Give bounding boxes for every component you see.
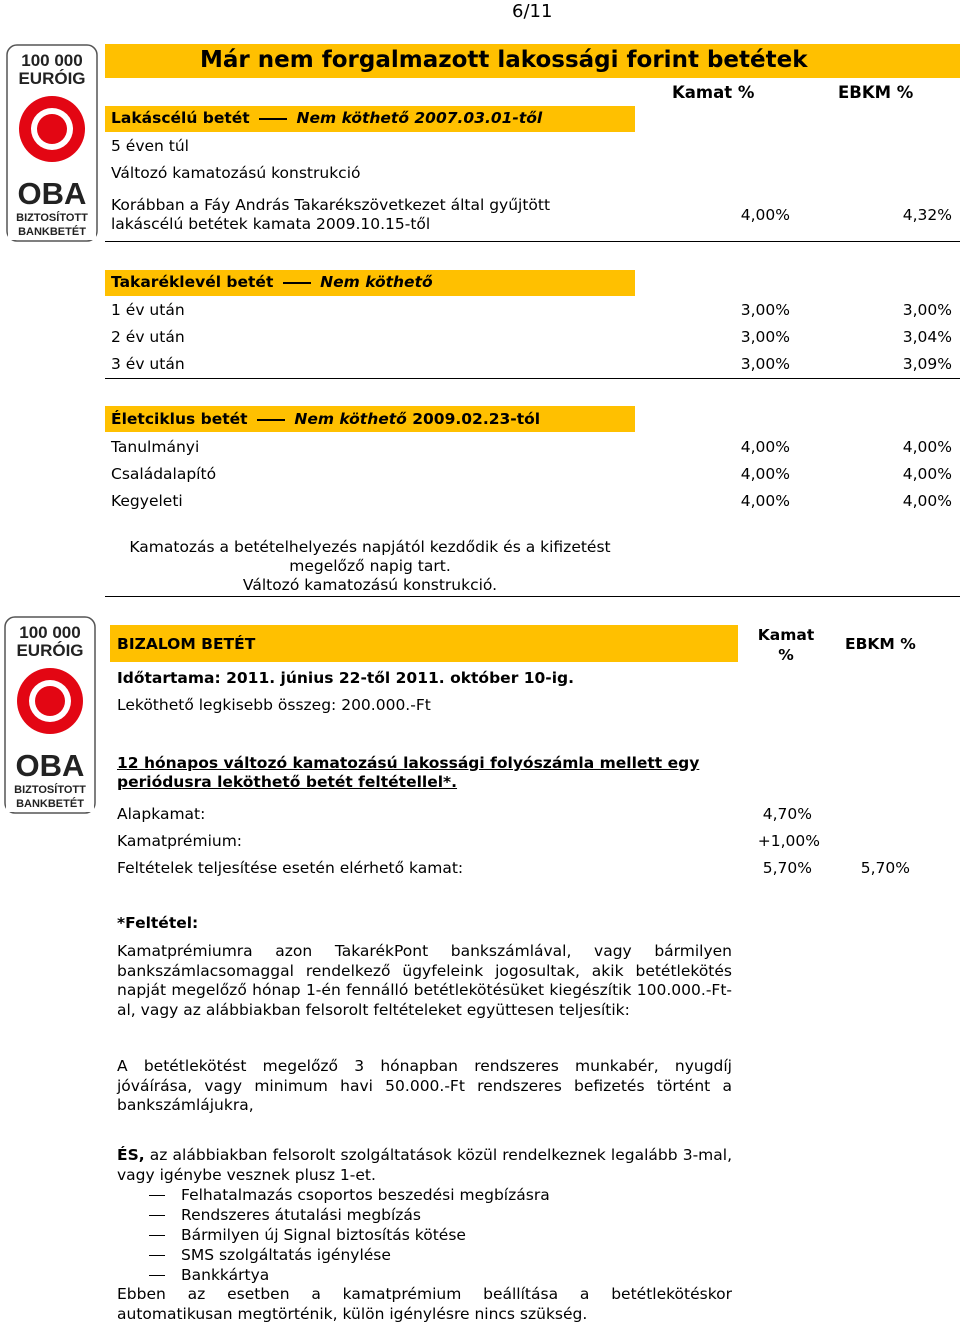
divider	[105, 596, 960, 597]
takareklevel-row-kamat: 3,00%	[740, 301, 790, 319]
takareklevel-row-ebkm: 3,09%	[902, 355, 952, 373]
alapkamat-value: 4,70%	[762, 805, 812, 823]
eletciklus-note	[105, 538, 635, 595]
bizalom-kamat-header	[740, 625, 832, 665]
eletciklus-row-ebkm: 4,00%	[902, 438, 952, 456]
lakascelu-heading-b: Nem köthető 2007.03.01-től	[296, 109, 543, 127]
logo-line5: BANKBETÉT	[18, 226, 86, 238]
eletciklus-heading-b: Nem köthető	[294, 410, 407, 428]
lakascelu-heading-a: Lakáscélú betét	[111, 109, 250, 127]
lakascelu-ebkm: 4,32%	[902, 206, 952, 224]
bizalom-condition-line2: periódusra leköthető betét feltétellel*.	[117, 773, 458, 791]
lakascelu-kamat: 4,00%	[740, 206, 790, 224]
takareklevel-row-label: 2 év után	[111, 328, 185, 346]
feltetel-para2: A betétlekötést megelőző 3 hónapban rendszeres munkabér, nyugdíj jóváírása, vagy minimum havi 50.000.-Ft rendszeres befizetés történt a bankszámlájukra,	[117, 1057, 732, 1115]
feltetel-para3-text: az alábbiakban felsorolt szolgáltatások közül rendelkeznek legalább 3-mal, vagy igénybe vesznek plusz 1-et.	[117, 1146, 732, 1184]
eletciklus-row-ebkm: 4,00%	[902, 465, 952, 483]
bizalom-kamat-header-line2: %	[778, 646, 794, 664]
logo-line3: OBA	[15, 748, 85, 783]
elerheto-kamat: 5,70%	[762, 859, 812, 877]
divider	[105, 241, 960, 242]
feltetel-para4: Ebben az esetben a kamatprémium beállítása a betétlekötéskor automatikusan megtörténik, külön igénylésre nincs szükség.	[117, 1285, 732, 1323]
kamat-header: Kamat %	[672, 83, 755, 102]
lakascelu-heading	[111, 109, 542, 127]
premium-label: Kamatprémium:	[117, 832, 243, 850]
elerheto-ebkm: 5,70%	[860, 859, 910, 877]
feltetel-para3	[117, 1146, 732, 1185]
eletciklus-note-line1: Kamatozás a betételhelyezés napjától kezdődik és a kifizetést	[129, 538, 611, 556]
logo-line4: BIZTOSÍTOTT	[14, 784, 86, 796]
logo-line1: 100 000	[21, 51, 83, 70]
bizalom-kamat-header-line1: Kamat	[757, 626, 815, 644]
takareklevel-heading	[111, 273, 433, 291]
list-item: SMS szolgáltatás igénylése	[117, 1245, 550, 1265]
lakascelu-line2: Változó kamatozású konstrukció	[111, 164, 361, 182]
list-item: Felhatalmazás csoportos beszedési megbízásra	[117, 1185, 550, 1205]
bizalom-ebkm-header: EBKM %	[845, 635, 916, 653]
eletciklus-note-line3: Változó kamatozású konstrukció.	[242, 576, 498, 594]
lakascelu-line3: Korábban a Fáy András Takarékszövetkezet által gyűjtött	[111, 196, 551, 214]
list-item: Bármilyen új Signal biztosítás kötése	[117, 1225, 550, 1245]
eletciklus-note-line2: megelőző napig tart.	[289, 557, 451, 575]
logo-line2: EURÓIG	[16, 641, 84, 660]
list-item: Bankkártya	[117, 1265, 550, 1285]
eletciklus-row-label: Tanulmányi	[111, 438, 200, 456]
divider	[105, 378, 960, 379]
bizalom-heading: BIZALOM BETÉT	[117, 635, 256, 653]
logo-line1: 100 000	[19, 623, 81, 642]
elerheto-label: Feltételek teljesítése esetén elérhető kamat:	[117, 859, 464, 877]
eletciklus-row-kamat: 4,00%	[740, 492, 790, 510]
logo-line5: BANKBETÉT	[16, 798, 84, 810]
lakascelu-line4: lakáscélú betétek kamata 2009.10.15-től	[111, 215, 431, 233]
list-item: Rendszeres átutalási megbízás	[117, 1205, 550, 1225]
bizalom-min-osszeg: Leköthető legkisebb összeg: 200.000.-Ft	[117, 696, 431, 714]
feltetel-heading: *Feltétel:	[117, 914, 199, 932]
takareklevel-heading-a: Takaréklevél betét	[111, 273, 274, 291]
bizalom-condition-line1: 12 hónapos változó kamatozású lakossági folyószámla mellett egy	[117, 754, 700, 772]
eletciklus-heading-a: Életciklus betét	[111, 410, 248, 428]
takareklevel-row-label: 3 év után	[111, 355, 185, 373]
eletciklus-row-label: Kegyeleti	[111, 492, 183, 510]
oba-logo	[4, 616, 96, 814]
logo-line4: BIZTOSÍTOTT	[16, 212, 88, 224]
takareklevel-row-kamat: 3,00%	[740, 328, 790, 346]
logo-line3: OBA	[17, 176, 87, 211]
feltetel-para1: Kamatprémiumra azon TakarékPont bankszámlával, vagy bármilyen bankszámlacsomaggal rendelkező ügyfeleink jogosultak, akik betétlekötés napját megelőző hónap 1-én fennálló betétlekötésüket kiegészítik 100.000.-Ft-al, vagy az alábbiakban felsorolt feltételeket együttesen teljesítik:	[117, 942, 732, 1019]
takareklevel-row-kamat: 3,00%	[740, 355, 790, 373]
feltetel-list	[117, 1185, 550, 1285]
bizalom-condition	[117, 754, 699, 792]
eletciklus-row-kamat: 4,00%	[740, 438, 790, 456]
lakascelu-line1: 5 éven túl	[111, 137, 189, 155]
bizalom-idotartam: Időtartama: 2011. június 22-től 2011. október 10-ig.	[117, 669, 575, 687]
eletciklus-row-label: Családalapító	[111, 465, 217, 483]
eletciklus-row-kamat: 4,00%	[740, 465, 790, 483]
premium-value: +1,00%	[757, 832, 820, 850]
ebkm-header: EBKM %	[838, 83, 914, 102]
takareklevel-row-ebkm: 3,04%	[902, 328, 952, 346]
takareklevel-row-label: 1 év után	[111, 301, 185, 319]
alapkamat-label: Alapkamat:	[117, 805, 206, 823]
page-title: Már nem forgalmazott lakossági forint betétek	[200, 47, 808, 73]
takareklevel-row-ebkm: 3,00%	[902, 301, 952, 319]
page-number: 6/11	[512, 1, 553, 22]
eletciklus-heading	[111, 410, 540, 428]
eletciklus-heading-c: 2009.02.23-tól	[412, 410, 541, 428]
logo-line2: EURÓIG	[18, 69, 86, 88]
oba-logo	[6, 44, 98, 242]
feltetel-para3-bold: ÉS,	[117, 1146, 145, 1164]
eletciklus-row-ebkm: 4,00%	[902, 492, 952, 510]
takareklevel-heading-b: Nem köthető	[320, 273, 433, 291]
